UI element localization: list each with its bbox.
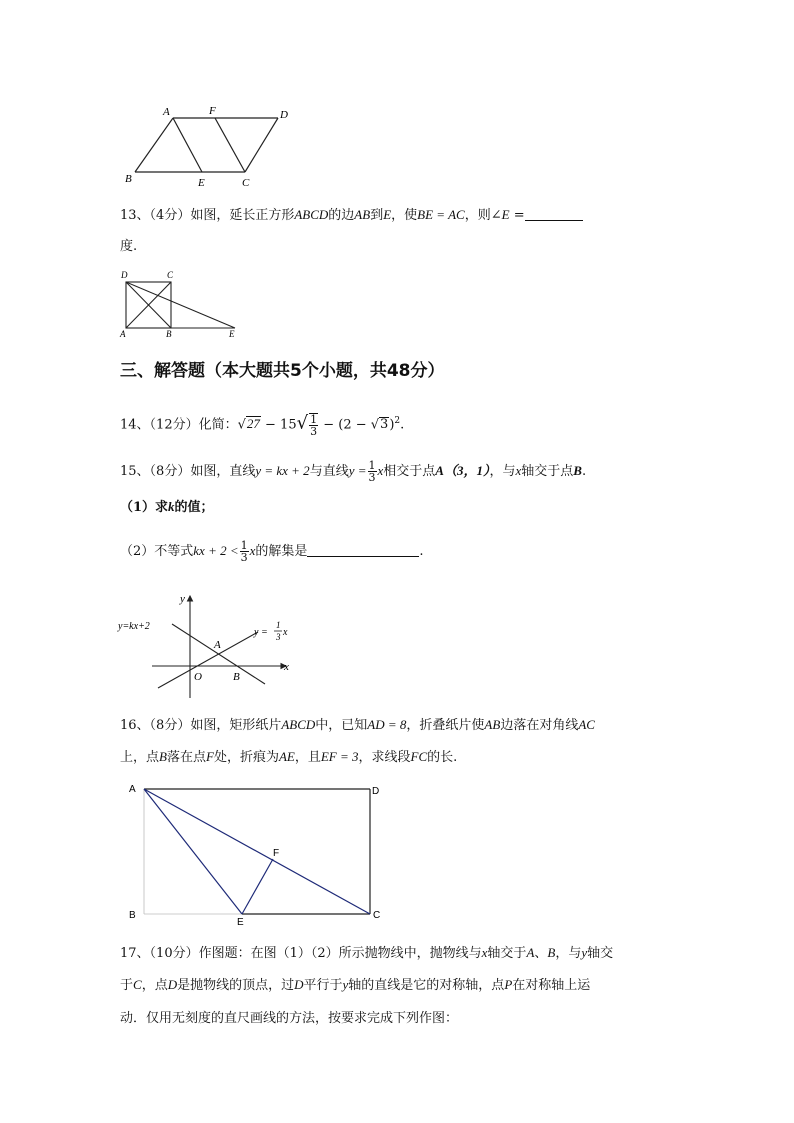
q16-text: 边落在对角线 (500, 718, 579, 733)
q15-k: k (168, 499, 175, 514)
q17-text: 于 (120, 978, 134, 993)
q17-d: D (167, 977, 178, 992)
label-D: D (121, 270, 128, 280)
q15-axis: x (515, 463, 522, 478)
numerator: 1 (310, 412, 318, 426)
label-F: F (273, 848, 280, 859)
q15-equation: y = (348, 463, 367, 478)
q17-b: B (547, 945, 556, 960)
q16-text: ，折叠纸片使 (406, 718, 485, 733)
coordinate-graph-figure (116, 590, 306, 702)
label-E: E (237, 917, 244, 928)
denominator: 3 (310, 424, 318, 438)
q15-part2-text: . (419, 544, 424, 559)
q13-text: ，使 (391, 208, 418, 223)
question-17-line2 (120, 976, 590, 995)
q17-y: y (342, 977, 349, 992)
label-y: y (180, 593, 185, 605)
q15-inequality: x (249, 543, 256, 558)
q16-abcd: ABCD (281, 717, 316, 732)
question-13 (120, 206, 583, 225)
q17-d: D (294, 977, 304, 992)
q15-part1-text: （1）求 (120, 500, 169, 515)
q13-text: ，则∠ (464, 208, 502, 223)
question-16-line2 (120, 748, 457, 767)
q17-text: 轴的直线是它的对称轴，点 (348, 978, 505, 993)
q15-fraction (240, 540, 249, 563)
q16-ab: AB (484, 717, 501, 732)
q14-text: − 15 (260, 417, 297, 433)
q16-text: ，求线段 (358, 750, 411, 765)
q16-text: 上，点 (120, 750, 160, 765)
label-line2: y = (254, 627, 268, 638)
answer-blank[interactable] (307, 556, 419, 557)
numerator: 1 (240, 539, 248, 552)
label-A: A (163, 106, 170, 118)
q17-text: ，点 (141, 978, 168, 993)
q17-text: 平行于 (303, 978, 343, 993)
sqrt-symbol: √ (370, 417, 380, 433)
label-line1: y=kx+2 (118, 621, 150, 632)
label-D: D (280, 109, 288, 121)
q14-text: . (400, 417, 405, 433)
label-line2-den: 3 (276, 632, 281, 642)
q14-exponent: 2 (394, 416, 401, 426)
label-C: C (373, 910, 381, 921)
q17-text: 轴交 (587, 946, 614, 961)
q13-abcd: ABCD (294, 207, 329, 222)
label-E: E (229, 329, 235, 339)
q15-text: ，与 (489, 464, 516, 479)
q16-f: F (205, 749, 214, 764)
label-A: A (214, 639, 221, 651)
q16-b: B (159, 749, 167, 764)
label-B: B (233, 671, 240, 683)
q15-text: . (581, 464, 587, 479)
q16-text: 16、（8分）如图，矩形纸片 (120, 718, 282, 733)
q15-text: 轴交于点 (521, 464, 574, 479)
question-15-part1 (120, 498, 214, 517)
q13-e: E (501, 207, 510, 222)
section-heading: 三、解答题（本大题共5个小题，共48分） (120, 361, 445, 381)
denominator: 3 (240, 551, 248, 564)
numerator: 1 (368, 459, 376, 472)
q15-part1-text: 的值； (174, 500, 214, 515)
q17-c: C (133, 977, 142, 992)
q14-radicand: 3 (380, 417, 389, 433)
q16-fc: FC (410, 749, 428, 764)
q16-ef: EF = 3 (320, 749, 359, 764)
question-16 (120, 716, 595, 735)
q16-ad: AD = 8 (367, 717, 407, 732)
sqrt-symbol: √ (296, 412, 309, 434)
label-C: C (167, 270, 174, 280)
q15-point-a: A（3，1） (435, 463, 490, 478)
q13-text: 13、（4分）如图，延长正方形 (120, 208, 295, 223)
q17-text: ，与 (555, 946, 582, 961)
q16-text: 处，折痕为 (213, 750, 279, 765)
q14-fraction (309, 413, 318, 437)
label-line2-x: x (283, 627, 288, 638)
q16-text: 的长. (427, 750, 458, 765)
q14-text: (2 − (338, 417, 371, 433)
q13-text: = (509, 208, 525, 223)
rectangle-fold-figure (124, 780, 386, 928)
q16-text: 落在点 (166, 750, 206, 765)
label-B: B (129, 910, 136, 921)
parallelogram-figure (120, 100, 300, 192)
label-C: C (242, 177, 250, 189)
question-15 (120, 460, 586, 483)
label-B: B (125, 173, 132, 185)
q15-part2-text: 的解集是 (255, 544, 308, 559)
q17-x: x (481, 945, 488, 960)
q17-text: 轴交于 (487, 946, 527, 961)
q17-y: y (581, 945, 588, 960)
q17-text: 是抛物线的顶点，过 (177, 978, 295, 993)
q15-text: 与直线 (309, 464, 349, 479)
q14-text: ) (389, 417, 395, 433)
q13-equation: BE = AC (417, 207, 465, 222)
q13-text: 的边 (328, 208, 355, 223)
q17-text: 17、（10分）作图题：在图（1）（2）所示抛物线中，抛物线与 (120, 946, 482, 961)
q14-text: 14、（12分）化简： (120, 417, 238, 433)
q17-a: A (526, 945, 535, 960)
label-F: F (209, 105, 216, 117)
q15-text: 15、（8分）如图，直线 (120, 464, 256, 479)
q17-text: 、 (534, 946, 548, 961)
q14-radicand: 27 (246, 416, 260, 432)
q15-equation: y = kx + 2 (255, 463, 310, 478)
q15-part2-text: （2）不等式 (120, 544, 194, 559)
label-line2-num: 1 (276, 620, 281, 630)
label-x: x (284, 661, 289, 673)
q16-text: ，且 (294, 750, 321, 765)
label-A: A (120, 329, 126, 339)
label-D: D (372, 786, 380, 797)
q16-ae: AE (278, 749, 295, 764)
sqrt-symbol: √ (237, 417, 246, 433)
q15-point-b: B (573, 463, 582, 478)
question-17-line3: 动．仅用无刻度的直尺画线的方法，按要求完成下列作图： (120, 1011, 459, 1026)
denominator: 3 (368, 471, 376, 484)
q15-fraction (368, 460, 377, 483)
answer-blank[interactable] (525, 220, 583, 221)
label-B: B (166, 329, 172, 339)
q16-text: 中，已知 (315, 718, 368, 733)
q17-p: P (504, 977, 513, 992)
q13-ab: AB (354, 207, 371, 222)
label-O: O (194, 671, 202, 683)
q13-e: E (383, 207, 392, 222)
q17-text: 在对称轴上运 (512, 978, 591, 993)
label-E: E (198, 177, 205, 189)
q13-text: 到 (370, 208, 384, 223)
q16-ac: AC (578, 717, 595, 732)
label-A: A (129, 784, 136, 795)
question-17 (120, 944, 613, 963)
square-figure (118, 266, 248, 342)
q15-text: 相交于点 (383, 464, 436, 479)
question-15-part2 (120, 540, 424, 563)
q15-inequality: kx + 2 < (193, 543, 239, 558)
question-14 (120, 410, 404, 437)
question-13-line2: 度. (120, 239, 138, 254)
q15-equation: x (377, 463, 384, 478)
q14-text: − (319, 417, 339, 433)
